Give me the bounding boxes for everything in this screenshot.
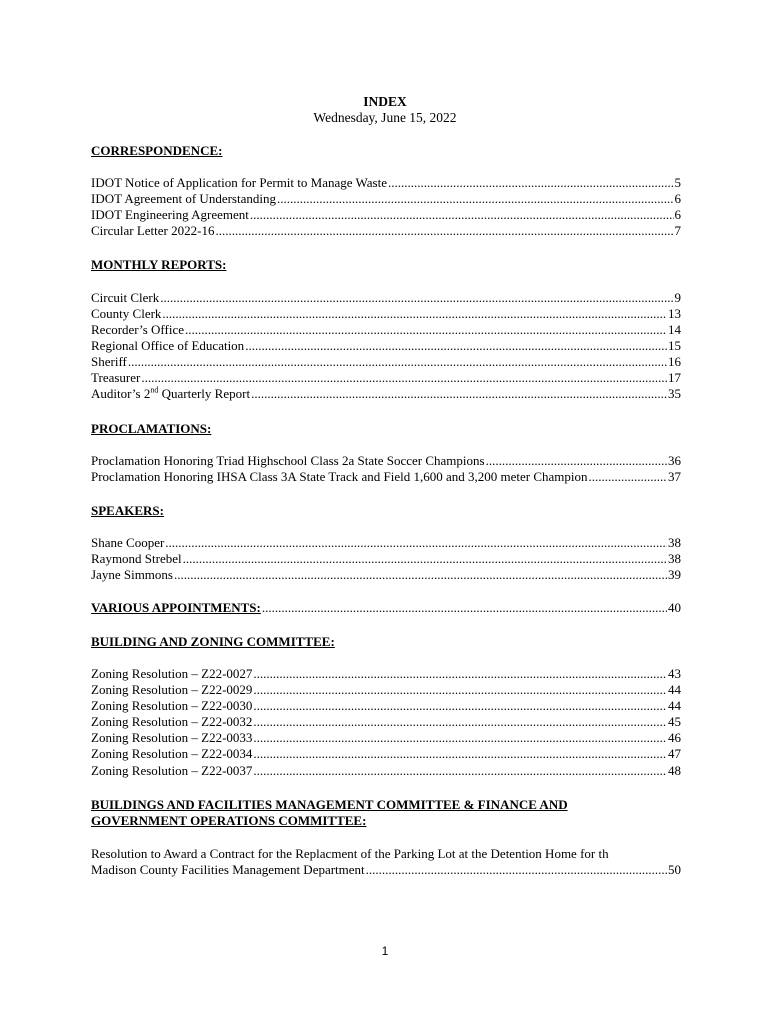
toc-entry-page: 9 xyxy=(674,290,681,305)
toc-entry-title-start: Auditor’s 2 xyxy=(91,386,151,401)
dot-leader xyxy=(486,453,667,469)
toc-entry xyxy=(91,322,681,338)
toc-entry-title: Raymond Strebel xyxy=(91,551,182,566)
dot-leader xyxy=(251,386,667,402)
toc-entry-title: Recorder’s Office xyxy=(91,322,185,337)
dot-leader xyxy=(253,714,667,730)
toc-entry xyxy=(91,354,681,370)
dot-leader xyxy=(165,535,667,551)
toc-entry xyxy=(91,453,681,469)
section-heading-buildings-facilities: BUILDINGS AND FACILITIES MANAGEMENT COMMITTEE & FINANCE AND xyxy=(91,797,568,812)
toc-entry xyxy=(91,191,681,207)
document-title: INDEX xyxy=(363,94,407,109)
dot-leader xyxy=(253,682,667,698)
toc-entry-title: Regional Office of Education xyxy=(91,338,245,353)
toc-entry xyxy=(91,746,681,762)
toc-entry-title: Zoning Resolution – Z22-0030 xyxy=(91,698,253,713)
toc-entry-title: Sheriff xyxy=(91,354,127,369)
toc-entry-title-line2: Madison County Facilities Management Department xyxy=(91,862,365,877)
toc-entry-page: 48 xyxy=(668,763,681,778)
toc-entry xyxy=(91,338,681,354)
toc-entry-page: 38 xyxy=(668,535,681,550)
toc-entry-page: 35 xyxy=(668,386,681,401)
dot-leader xyxy=(253,746,667,762)
dot-leader xyxy=(277,191,674,207)
toc-entry xyxy=(91,698,681,714)
dot-leader xyxy=(185,322,667,338)
toc-entry-page: 45 xyxy=(668,714,681,729)
toc-entry-title: Proclamation Honoring Triad Highschool Class 2a State Soccer Champions xyxy=(91,453,485,468)
toc-entry-title: Shane Cooper xyxy=(91,535,165,550)
toc-entry-page: 44 xyxy=(668,698,681,713)
toc-entry-page: 17 xyxy=(668,370,681,385)
dot-leader xyxy=(250,207,674,223)
toc-entry-page: 47 xyxy=(668,746,681,761)
toc-entry-title: Zoning Resolution – Z22-0032 xyxy=(91,714,253,729)
toc-entry-title: Zoning Resolution – Z22-0029 xyxy=(91,682,253,697)
toc-entry-title: Circuit Clerk xyxy=(91,290,160,305)
toc-entry xyxy=(91,175,681,191)
dot-leader xyxy=(215,223,673,239)
dot-leader xyxy=(183,551,667,567)
toc-entry xyxy=(91,469,681,485)
toc-entry-title: Zoning Resolution – Z22-0027 xyxy=(91,666,253,681)
dot-leader xyxy=(162,306,667,322)
toc-entry-title: Circular Letter 2022-16 xyxy=(91,223,215,238)
meeting-date: Wednesday, June 15, 2022 xyxy=(313,110,457,125)
toc-entry-title: Zoning Resolution – Z22-0037 xyxy=(91,763,253,778)
toc-entry-title-line1: Resolution to Award a Contract for the Replacment of the Parking Lot at the Detention Home for th xyxy=(91,846,609,861)
toc-entry-page: 6 xyxy=(674,207,681,222)
toc-entry-title: Jayne Simmons xyxy=(91,567,173,582)
toc-entry xyxy=(91,207,681,223)
toc-entry-page: 43 xyxy=(668,666,681,681)
section-heading-speakers: SPEAKERS: xyxy=(91,503,164,518)
dot-leader xyxy=(262,600,667,616)
toc-entry xyxy=(91,862,681,878)
dot-leader xyxy=(253,763,667,779)
toc-entry-page: 13 xyxy=(668,306,681,321)
toc-entry-page: 38 xyxy=(668,551,681,566)
toc-entry xyxy=(91,682,681,698)
toc-entry-page: 40 xyxy=(668,600,681,615)
toc-entry xyxy=(91,730,681,746)
toc-entry-page: 15 xyxy=(668,338,681,353)
toc-entry-page: 46 xyxy=(668,730,681,745)
dot-leader xyxy=(366,862,667,878)
dot-leader xyxy=(388,175,674,191)
toc-entry-page: 6 xyxy=(674,191,681,206)
toc-entry-page: 39 xyxy=(668,567,681,582)
dot-leader xyxy=(253,666,667,682)
toc-entry-page: 50 xyxy=(668,862,681,877)
toc-entry-page: 5 xyxy=(674,175,681,190)
page-number: 1 xyxy=(381,944,389,958)
dot-leader xyxy=(128,354,667,370)
toc-entry xyxy=(91,386,681,402)
section-heading-buildings-facilities-cont: GOVERNMENT OPERATIONS COMMITTEE: xyxy=(91,813,367,828)
toc-entry xyxy=(91,567,681,583)
toc-entry-title xyxy=(91,386,250,402)
toc-entry-page: 37 xyxy=(668,469,681,484)
dot-leader xyxy=(141,370,667,386)
dot-leader xyxy=(245,338,667,354)
toc-entry xyxy=(91,666,681,682)
toc-entry-title: Treasurer xyxy=(91,370,141,385)
toc-entry-title: IDOT Agreement of Understanding xyxy=(91,191,276,206)
toc-entry-title-end: Quarterly Report xyxy=(158,386,251,401)
section-heading-proclamations: PROCLAMATIONS: xyxy=(91,421,212,436)
toc-entry-title: County Clerk xyxy=(91,306,162,321)
toc-entry xyxy=(91,223,681,239)
toc-entry-page: 14 xyxy=(668,322,681,337)
toc-entry-title: Zoning Resolution – Z22-0033 xyxy=(91,730,253,745)
toc-entry xyxy=(91,551,681,567)
section-heading-monthly-reports: MONTHLY REPORTS: xyxy=(91,257,227,272)
toc-entry-title: IDOT Engineering Agreement xyxy=(91,207,249,222)
toc-entry xyxy=(91,714,681,730)
toc-entry-title: IDOT Notice of Application for Permit to Manage Waste xyxy=(91,175,387,190)
ordinal-suffix: nd xyxy=(150,386,159,395)
toc-entry-title: Zoning Resolution – Z22-0034 xyxy=(91,746,253,761)
toc-entry-page: 36 xyxy=(668,453,681,468)
dot-leader xyxy=(160,290,673,306)
section-heading-correspondence: CORRESPONDENCE: xyxy=(91,143,223,158)
dot-leader xyxy=(253,730,667,746)
toc-entry xyxy=(91,763,681,779)
dot-leader xyxy=(589,469,668,485)
toc-entry xyxy=(91,370,681,386)
toc-entry xyxy=(91,290,681,306)
toc-entry xyxy=(91,535,681,551)
dot-leader xyxy=(253,698,667,714)
toc-entry-title: Proclamation Honoring IHSA Class 3A State Track and Field 1,600 and 3,200 meter Champion xyxy=(91,469,588,484)
section-heading-building-zoning: BUILDING AND ZONING COMMITTEE: xyxy=(91,634,335,649)
toc-entry-page: 44 xyxy=(668,682,681,697)
toc-entry-page: 16 xyxy=(668,354,681,369)
section-heading-various-appointments: VARIOUS APPOINTMENTS: xyxy=(91,600,261,615)
toc-entry-various-appointments xyxy=(91,600,681,616)
toc-entry xyxy=(91,306,681,322)
toc-entry-page: 7 xyxy=(674,223,681,238)
dot-leader xyxy=(174,567,667,583)
